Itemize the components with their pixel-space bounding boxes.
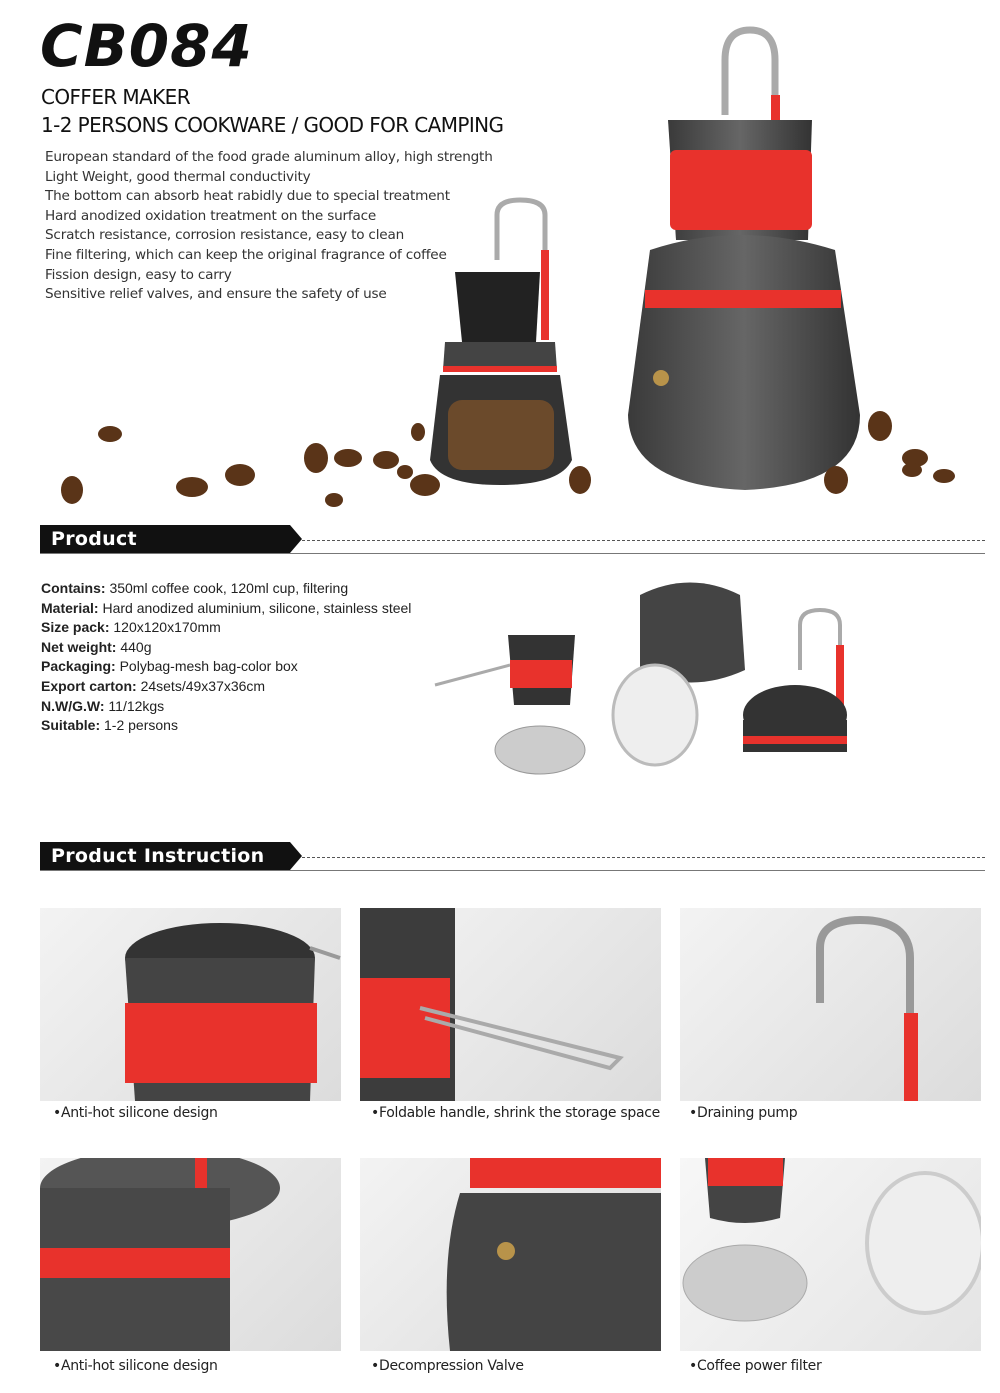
section-title: Product Specifications bbox=[40, 525, 290, 554]
feature-item: Hard anodized oxidation treatment on the surface bbox=[45, 207, 377, 224]
photo-coffee-filter bbox=[680, 1158, 981, 1351]
divider bbox=[40, 553, 985, 554]
photo-base-silicone bbox=[40, 1158, 341, 1351]
spec-row: N.W/G.W: 11/12kgs bbox=[41, 697, 165, 714]
product-tagline: 1-2 PERSONS COOKWARE / GOOD FOR CAMPING bbox=[41, 113, 504, 137]
caption: •Draining pump bbox=[689, 1105, 798, 1121]
feature-item: Light Weight, good thermal conductivity bbox=[45, 168, 311, 185]
spec-row: Export carton: 24sets/49x37x36cm bbox=[41, 677, 266, 694]
caption: •Foldable handle, shrink the storage space bbox=[371, 1105, 660, 1121]
caption: •Decompression Valve bbox=[371, 1358, 524, 1374]
feature-item: Sensitive relief valves, and ensure the safety of use bbox=[45, 286, 387, 303]
hero-product-image bbox=[0, 20, 1000, 510]
divider bbox=[40, 870, 985, 871]
photo-draining-pump bbox=[680, 908, 981, 1101]
header-arrow bbox=[290, 842, 302, 870]
caption: •Anti-hot silicone design bbox=[53, 1105, 218, 1121]
caption: •Coffee power filter bbox=[689, 1358, 822, 1374]
spec-row: Packaging: Polybag-mesh bag-color box bbox=[41, 658, 298, 675]
spec-row: Suitable: 1-2 persons bbox=[41, 717, 178, 734]
caption: •Anti-hot silicone design bbox=[53, 1358, 218, 1374]
components-image bbox=[430, 570, 870, 785]
feature-item: Fission design, easy to carry bbox=[45, 266, 232, 283]
photo-decompression-valve bbox=[360, 1158, 661, 1351]
model-number: CB084 bbox=[40, 12, 253, 80]
product-name: COFFER MAKER bbox=[41, 85, 190, 109]
spec-row: Material: Hard anodized aluminium, silicone, stainless steel bbox=[41, 599, 412, 616]
spec-list bbox=[41, 579, 411, 736]
photo-foldable-handle bbox=[360, 908, 661, 1101]
instruction-section-header bbox=[40, 842, 985, 872]
section-title: Product Instruction bbox=[40, 842, 290, 871]
spec-row: Contains: 350ml coffee cook, 120ml cup, filtering bbox=[41, 580, 349, 596]
feature-item: The bottom can absorb heat rabidly due to special treatment bbox=[45, 188, 450, 205]
photo-cup-silicone bbox=[40, 908, 341, 1101]
dashed-divider bbox=[302, 857, 985, 858]
feature-item: Fine filtering, which can keep the original fragrance of coffee bbox=[45, 246, 447, 263]
feature-item: Scratch resistance, corrosion resistance, easy to clean bbox=[45, 227, 404, 244]
specifications-section-header bbox=[40, 525, 985, 572]
dashed-divider bbox=[302, 540, 985, 541]
feature-item: European standard of the food grade aluminum alloy, high strength bbox=[45, 149, 493, 165]
spec-row: Net weight: 440g bbox=[41, 638, 152, 655]
spec-row: Size pack: 120x120x170mm bbox=[41, 619, 221, 636]
header-arrow bbox=[290, 525, 302, 553]
